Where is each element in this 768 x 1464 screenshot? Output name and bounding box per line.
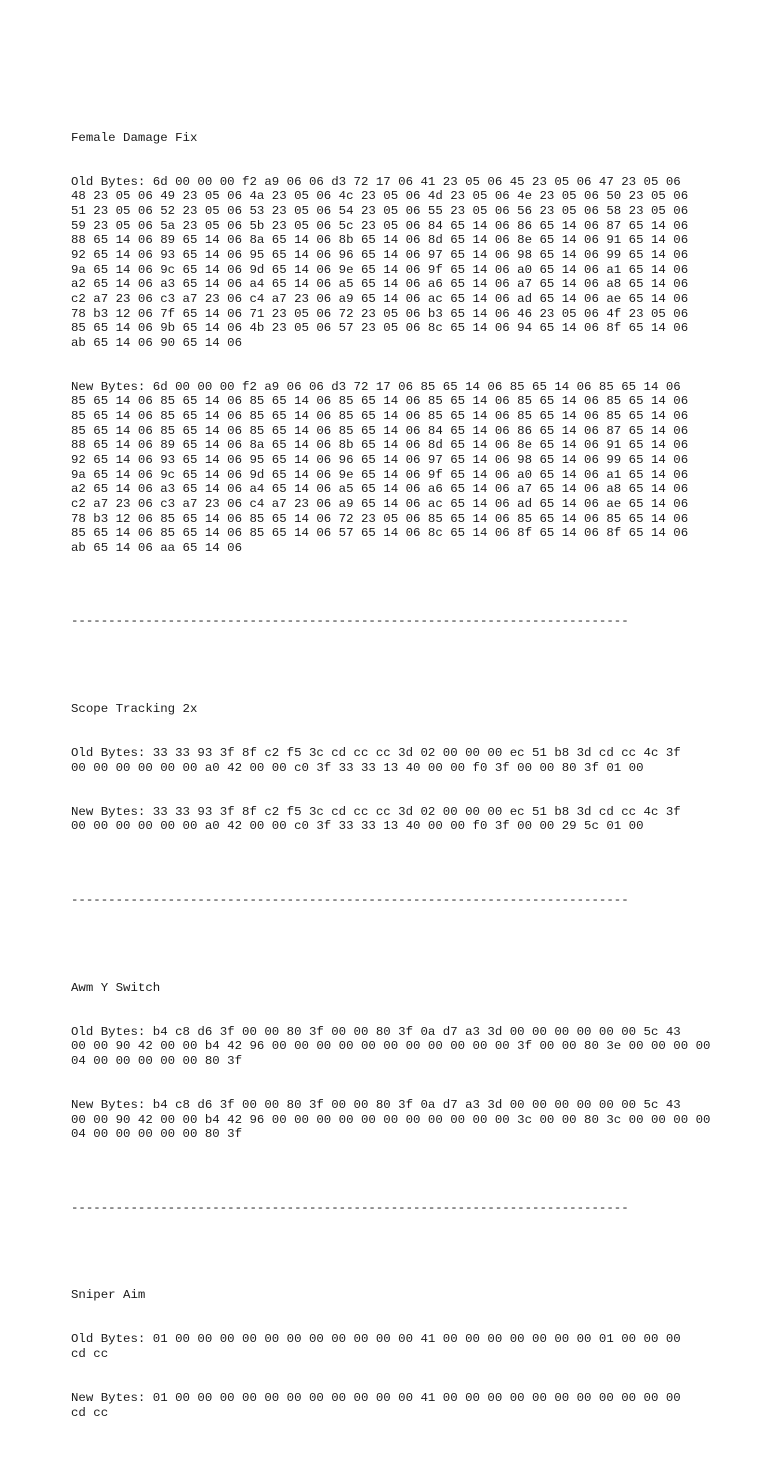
new-bytes: New Bytes: 6d 00 00 00 f2 a9 06 06 d3 72 17 06 85 65 14 06 85 65 14 06 85 65 14 06 85 65 14 06 85 65 14 06 85 65 14 06 85 65 14 06 85 65 14 06 85 65 14 06 85 65 14 06 85 65 14 06 85 65 14 06 85 65 14 06 85 65 14 06 85 65 14 06 85 65 14 06 85 65 14 06 85 65 14 06 85 65 14 06 85 65 14 06 85 65 14 06 84 65 14 06 86 65 14 06 87 65 14 06 88 65 14 06 89 65 14 06 8a 65 14 06 8b 65 14 06 8d 65 14 06 8e 65 14 06 91 65 14 06 92 65 14 06 93 65 14 06 95 65 14 06 96 65 14 06 97 65 14 06 98 65 14 06 99 65 14 06 9a 65 14 06 9c 65 14 06 9d 65 14 06 9e 65 14 06 9f 65 14 06 a0 65 14 06 a1 65 14 06 a2 65 14 06 a3 65 14 06 a4 65 14 06 a5 65 14 06 a6 65 14 06 a7 65 14 06 a8 65 14 06 c2 a7 23 06 c3 a7 23 06 c4 a7 23 06 a9 65 14 06 ac 65 14 06 ad 65 14 06 ae 65 14 06 78 b3 12 06 85 65 14 06 85 65 14 06 72 23 05 06 85 65 14 06 85 65 14 06 85 65 14 06 85 65 14 06 85 65 14 06 85 65 14 06 57 65 14 06 8c 65 14 06 8f 65 14 06 8f 65 14 06 ab 65 14 06 aa 65 14 06 [71, 379, 689, 555]
new-bytes: New Bytes: 01 00 00 00 00 00 00 00 00 00 00 00 41 00 00 00 00 00 00 00 00 00 00 00 cd cc [71, 1391, 681, 1420]
section-scope-tracking-2x [71, 673, 711, 864]
old-bytes: Old Bytes: b4 c8 d6 3f 00 00 80 3f 00 00 80 3f 0a d7 a3 3d 00 00 00 00 00 00 5c 43 00 00 90 42 00 00 b4 42 96 00 00 00 00 00 00 00 00 00 00 00 3f 00 00 80 3e 00 00 00 00 04 00 00 00 00 00 80 3f [71, 1024, 711, 1068]
separator-line: --------------------------------------------------------------------------- [71, 614, 629, 629]
section-title: Female Damage Fix [71, 130, 198, 145]
old-bytes: Old Bytes: 33 33 93 3f 8f c2 f5 3c cd cc cc 3d 02 00 00 00 ec 51 b8 3d cd cc 4c 3f 00 00 00 00 00 00 a0 42 00 00 c0 3f 33 33 13 40 00 00 f0 3f 00 00 80 3f 01 00 [71, 746, 681, 775]
section-title: Sniper Aim [71, 1288, 146, 1303]
old-bytes: Old Bytes: 01 00 00 00 00 00 00 00 00 00 00 00 41 00 00 00 00 00 00 00 01 00 00 00 cd cc [71, 1332, 681, 1362]
new-bytes: New Bytes: b4 c8 d6 3f 00 00 80 3f 00 00 80 3f 0a d7 a3 3d 00 00 00 00 00 00 5c 43 00 00 90 42 00 00 b4 42 96 00 00 00 00 00 00 00 00 00 00 00 3c 00 00 80 3c 00 00 00 00 04 00 00 00 00 00 80 3f [71, 1097, 711, 1142]
old-bytes: Old Bytes: 6d 00 00 00 f2 a9 06 06 d3 72 17 06 41 23 05 06 45 23 05 06 47 23 05 06 48 23 05 06 49 23 05 06 4a 23 05 06 4c 23 05 06 4d 23 05 06 4e 23 05 06 50 23 05 06 51 23 05 06 52 23 05 06 53 23 05 06 54 23 05 06 55 23 05 06 56 23 05 06 58 23 05 06 59 23 05 06 5a 23 05 06 5b 23 05 06 5c 23 05 06 84 65 14 06 86 65 14 06 87 65 14 06 88 65 14 06 89 65 14 06 8a 65 14 06 8b 65 14 06 8d 65 14 06 8e 65 14 06 91 65 14 06 92 65 14 06 93 65 14 06 95 65 14 06 96 65 14 06 97 65 14 06 98 65 14 06 99 65 14 06 9a 65 14 06 9c 65 14 06 9d 65 14 06 9e 65 14 06 9f 65 14 06 a0 65 14 06 a1 65 14 06 a2 65 14 06 a3 65 14 06 a4 65 14 06 a5 65 14 06 a6 65 14 06 a7 65 14 06 a8 65 14 06 c2 a7 23 06 c3 a7 23 06 c4 a7 23 06 a9 65 14 06 ac 65 14 06 ad 65 14 06 ae 65 14 06 78 b3 12 06 7f 65 14 06 71 23 05 06 72 23 05 06 b3 65 14 06 46 23 05 06 4f 23 05 06 85 65 14 06 9b 65 14 06 4b 23 05 06 57 23 05 06 8c 65 14 06 94 65 14 06 8f 65 14 06 ab 65 14 06 90 65 14 06 [71, 174, 689, 350]
section-sniper-aim [71, 1259, 711, 1450]
new-bytes: New Bytes: 33 33 93 3f 8f c2 f5 3c cd cc cc 3d 02 00 00 00 ec 51 b8 3d cd cc 4c 3f 00 00 00 00 00 00 a0 42 00 00 c0 3f 33 33 13 40 00 00 f0 3f 00 00 29 5c 01 00 [71, 804, 681, 834]
section-female-damage-fix [71, 101, 711, 585]
separator-line: --------------------------------------------------------------------------- [71, 1200, 629, 1215]
document-body [71, 72, 711, 1464]
separator-line: --------------------------------------------------------------------------- [71, 892, 629, 907]
section-title: Scope Tracking 2x [71, 702, 198, 717]
section-awm-y-switch [71, 951, 711, 1171]
section-title: Awm Y Switch [71, 980, 161, 995]
